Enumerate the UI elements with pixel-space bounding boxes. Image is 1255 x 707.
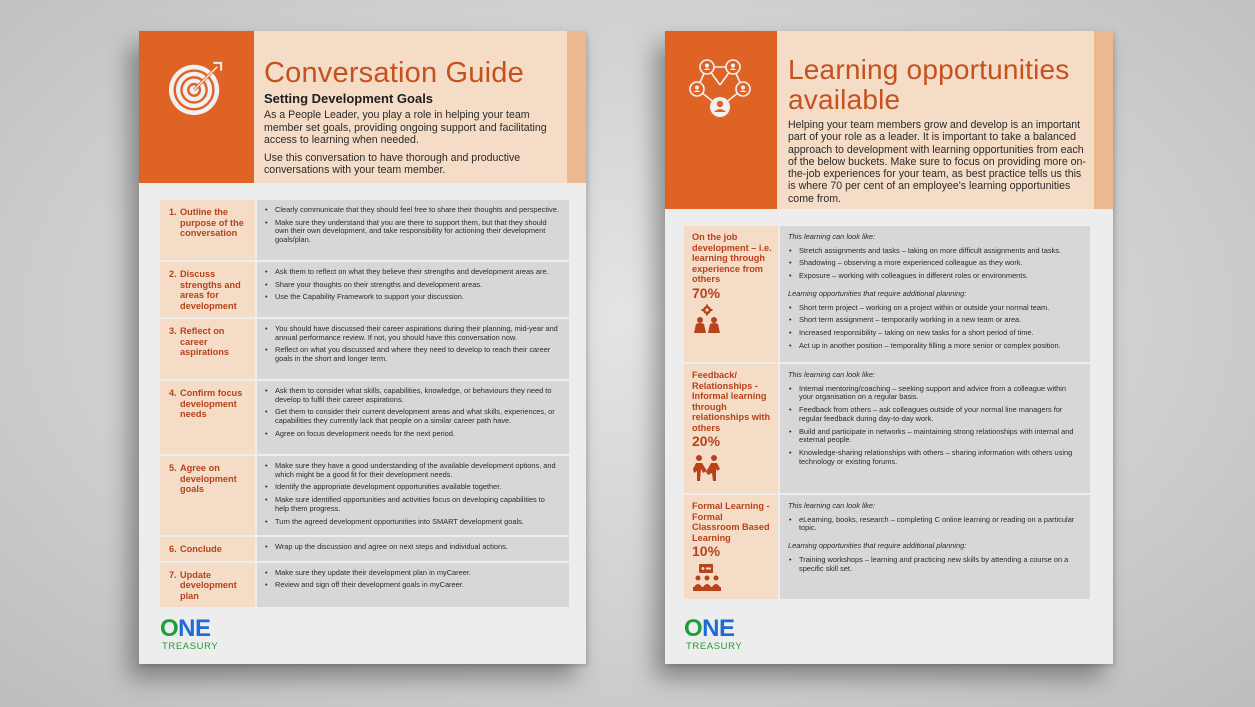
- header-stripe: [567, 31, 586, 183]
- step-label: [160, 319, 255, 379]
- guide-header: [139, 31, 586, 183]
- step-number: 3.: [169, 326, 177, 336]
- step-title: Discuss strengths and areas for development: [180, 269, 241, 311]
- learning-opportunities-sheet: [665, 31, 1113, 664]
- bullet-item: • Exposure – working with colleagues in different roles or environments.: [788, 272, 1082, 281]
- step-label: [160, 563, 255, 608]
- step-content: [257, 319, 569, 379]
- one-treasury-logo: ONE TREASURY: [684, 615, 743, 652]
- one-treasury-logo: ONE TREASURY: [160, 615, 219, 652]
- bullet-item: • Clearly communicate that they should feel free to share their thoughts and perspective.: [264, 206, 559, 215]
- header-orange-block: [665, 31, 777, 209]
- look-like-heading: This learning can look like:: [788, 370, 876, 379]
- bullet-item: • Make sure identified opportunities and activities focus on developing capabilities to help them progress.: [264, 496, 559, 513]
- bullet-item: • Make sure they understand that you are there to support them, but that they should own their own development, and take responsibility for actioning their development goals/plan.: [264, 219, 559, 245]
- bullet-item: • Ask them to reflect on what they believe their strengths and development areas are.: [264, 268, 559, 277]
- step-row: [160, 537, 569, 561]
- page-title: Learning opportunities available: [788, 54, 1070, 115]
- bucket-content: [780, 495, 1090, 599]
- conversation-guide-sheet: [139, 31, 586, 664]
- bucket-title: Feedback/ Relationships -Informal learning through relationships with others: [692, 370, 771, 433]
- step-row: [160, 319, 569, 379]
- header-orange-block: [139, 31, 254, 183]
- step-number: 6.: [169, 544, 177, 554]
- step-content: [257, 537, 569, 561]
- step-row: [160, 456, 569, 535]
- bullet-item: • Make sure they update their development plan in myCareer.: [264, 569, 559, 578]
- step-number: 4.: [169, 388, 177, 398]
- bullet-item: • Build and participate in networks – maintaining strong relationships with internal and external people.: [788, 428, 1082, 445]
- step-content: [257, 563, 569, 608]
- bullet-item: • Increased responsibility – taking on new tasks for a short period of time.: [788, 329, 1082, 338]
- step-row: [160, 563, 569, 608]
- page-title: Conversation Guide: [264, 57, 524, 89]
- step-number: 7.: [169, 569, 177, 580]
- step-content: [257, 381, 569, 454]
- intro-text: [264, 109, 554, 177]
- bullet-item: • Identify the appropriate development opportunities available together.: [264, 483, 559, 492]
- team-gear-icon: [692, 304, 722, 334]
- bucket-percent: 10%: [692, 543, 721, 559]
- people-interaction-icon: [692, 453, 722, 483]
- look-like-heading: This learning can look like:: [788, 501, 876, 510]
- bullet-item: • Knowledge-sharing relationships with others – sharing information with others using technology or existing forums.: [788, 449, 1082, 466]
- bullet-item: • Ask them to consider what skills, capabilities, knowledge, or behaviours they need to develop to fulfil their career aspirations.: [264, 387, 559, 404]
- bucket-percent: 70%: [692, 284, 721, 301]
- classroom-icon: [692, 563, 722, 593]
- look-like-heading: This learning can look like:: [788, 232, 876, 241]
- bullet-item: • Act up in another position – temporality filling a more senior or complex position.: [788, 342, 1082, 351]
- learning-bucket-row: [684, 364, 1090, 493]
- step-content: [257, 456, 569, 535]
- bucket-title: On the job development – i.e. learning through experience from others: [692, 232, 772, 284]
- bullet-item: • Turn the agreed development opportunities into SMART development goals.: [264, 518, 559, 527]
- intro-paragraph: As a People Leader, you play a role in helping your team member set goals, providing ongoing support and facilitating access to learning when needed.: [264, 109, 547, 146]
- planning-heading: Learning opportunities that require additional planning:: [788, 288, 967, 298]
- step-label: [160, 262, 255, 317]
- bullet-item: • You should have discussed their career aspirations during their planning, mid-year and annual performance review. If not, you should have this conversation now.: [264, 325, 559, 342]
- step-number: 5.: [169, 463, 177, 473]
- bucket-label: [684, 364, 778, 493]
- bullet-item: • Wrap up the discussion and agree on next steps and individual actions.: [264, 543, 559, 552]
- bucket-content: [780, 364, 1090, 493]
- step-content: [257, 262, 569, 317]
- bucket-label: [684, 495, 778, 599]
- step-number: 1.: [169, 207, 177, 217]
- steps-table: [160, 200, 569, 609]
- step-label: [160, 456, 255, 535]
- step-title: Reflect on career aspirations: [180, 326, 230, 357]
- step-title: Agree on development goals: [180, 463, 237, 494]
- bucket-percent: 20%: [692, 433, 721, 449]
- bullet-item: • Use the Capability Framework to support your discussion.: [264, 293, 559, 302]
- bullet-item: • Get them to consider their current development areas and what skills, experiences, or capabilities they currently lack that people on a similar career path have.: [264, 408, 559, 425]
- bullet-item: • Reflect on what you discussed and where they need to develop to reach their career goals in the short and longer term.: [264, 346, 559, 363]
- bullet-item: • Feedback from others – ask colleagues outside of your normal line managers for regular feedback during day-to-day work.: [788, 406, 1082, 423]
- step-label: [160, 537, 255, 561]
- bullet-item: • eLearning, books, research – completing C online learning or reading on a particular topic.: [788, 516, 1082, 533]
- step-title: Update development plan: [180, 569, 237, 601]
- planning-heading: Learning opportunities that require additional planning:: [788, 541, 967, 551]
- step-title: Confirm focus development needs: [180, 388, 243, 419]
- step-number: 2.: [169, 269, 177, 279]
- step-title: Outline the purpose of the conversation: [180, 207, 244, 238]
- bucket-label: [684, 226, 778, 362]
- bullet-item: • Training workshops – learning and practicing new skills by attending a course on a specific skill set.: [788, 556, 1082, 573]
- bullet-item: • Make sure they have a good understanding of the available development options, and which might be a good fit for their development needs.: [264, 462, 559, 479]
- learning-bucket-row: [684, 495, 1090, 599]
- page-subtitle: Setting Development Goals: [264, 91, 434, 106]
- learning-header: [665, 31, 1113, 209]
- bucket-title: Formal Learning - Formal Classroom Based Learning: [692, 501, 770, 543]
- network-people-icon: [687, 55, 753, 121]
- step-label: [160, 381, 255, 454]
- intro-paragraph: Use this conversation to have thorough and productive conversations with your team member.: [264, 151, 521, 176]
- intro-text: Helping your team members grow and develop is an important part of your role as a leader. It is important to take a balanced approach to development with learning opportunities from each of the below buckets. Make sure to focus on providing more on-the-job experiences for your team, as best practice tells us this is where 70 per cent of an employee's learning opportunities come from.: [788, 119, 1086, 205]
- step-row: [160, 262, 569, 317]
- bullet-item: • Share your thoughts on their strengths and development areas.: [264, 281, 559, 290]
- step-label: [160, 200, 255, 260]
- step-row: [160, 200, 569, 260]
- bucket-content: [780, 226, 1090, 362]
- target-icon: [167, 59, 225, 117]
- bullet-item: • Short term assignment – temporarily working in a new team or area.: [788, 316, 1082, 325]
- step-title: Conclude: [180, 544, 222, 554]
- bullet-item: • Short term project – working on a project within or outside your normal team.: [788, 304, 1082, 313]
- step-row: [160, 381, 569, 454]
- learning-buckets-table: [684, 226, 1090, 601]
- bullet-item: • Review and sign off their development goals in myCareer.: [264, 581, 559, 590]
- bullet-item: • Internal mentoring/coaching – seeking support and advice from a colleague within your organisation on a regular basis.: [788, 385, 1082, 402]
- bullet-item: • Stretch assignments and tasks – taking on more difficult assignments and tasks.: [788, 247, 1082, 256]
- bullet-item: • Agree on focus development needs for the next period.: [264, 430, 559, 439]
- bullet-item: • Shadowing – observing a more experienced colleague as they work.: [788, 259, 1082, 268]
- step-content: [257, 200, 569, 260]
- learning-bucket-row: [684, 226, 1090, 362]
